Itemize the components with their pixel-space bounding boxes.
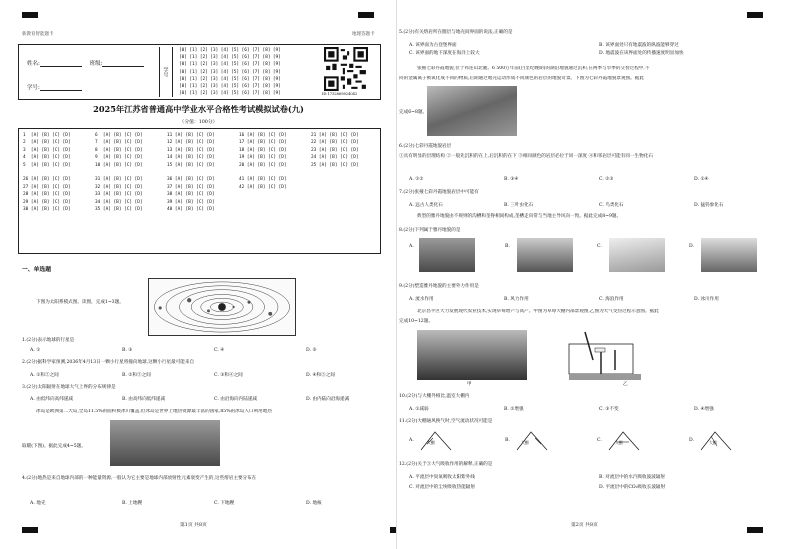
option-c[interactable]: C. 海浪作用 <box>599 297 624 302</box>
question-9: 9.(2分)塑造雅丹地貌的主要外力作用是 <box>399 284 479 289</box>
header-left: 新教育智能题卡 <box>22 32 54 37</box>
greenhouse-intro: 北京昌平区大力发展现代农业技术,实现草莓增产与高产。甲图为草莓大棚内部景观图,乙图为大气受热过程示意图。据此 <box>417 309 659 314</box>
option-d[interactable]: D. 平流层中的CO₂吸收长波辐射 <box>599 485 666 490</box>
intro-q1: 下图为太阳系模式图。读图，完成1~3题。 <box>36 300 124 305</box>
option-c[interactable]: C. ②③ <box>599 177 614 182</box>
danxia-intro-cont: 同的金属离子被氧化成不同的物质,后期通过地壳运动形成不同颜色的岩层的地貌奇景。下图为七彩丹霞地貌景观图。据此 <box>399 76 644 81</box>
question-2: 2.(2分)据科学家预测,2036年4月13日一颗小行星将撞向地球,这颗小行星最可能来自 <box>22 360 195 365</box>
option-d[interactable]: D. 冰川作用 <box>694 297 719 302</box>
option-d[interactable]: D. 由内陆向沿海递减 <box>306 397 350 402</box>
option-d[interactable]: D. ⑤ <box>306 348 317 353</box>
answer-column[interactable]: 1 [A] [B] [C] [D] 2 [A] [B] [C] [D] 3 [A] [B] [C] [D] 4 [A] [B] [C] [D] 5 [A] [B] [C] [D] 26 [A] [B] [C] [D] 27 [A] [B] [C] [D] 28 [A] [B] [C] [D] 29 [A] [B] [C] [D] 30 [A] [B] [C] [D] <box>23 133 71 213</box>
alignment-marker <box>747 527 763 533</box>
yardang-photo-b <box>517 238 573 272</box>
option-d[interactable]: D. ④和⑤之间 <box>306 373 335 378</box>
section-heading: 一、单选题 <box>22 267 51 273</box>
option-b[interactable]: B. 对流层中的水汽吸收波波辐射 <box>599 475 666 480</box>
question-8: 8.(2分)下列属于雅丹地貌的是 <box>399 228 461 233</box>
alignment-marker <box>22 527 38 533</box>
question-7: 7.(2分)张掖七彩丹霞地貌岩层中可能有 <box>399 190 479 195</box>
q7-options <box>409 202 774 208</box>
option-c[interactable]: C. <box>597 244 602 249</box>
geothermal-photo <box>110 420 220 466</box>
option-d[interactable]: D. 地核 <box>306 501 322 506</box>
qr-code-icon <box>324 47 368 91</box>
answer-column[interactable]: 21 [A] [B] [C] [D] 22 [A] [B] [C] [D] 23 [A] [B] [C] [D] 24 [A] [B] [C] [D] 25 [A] [B] [C] [D] <box>311 133 359 168</box>
greenhouse-label: 大棚 <box>709 440 717 445</box>
greenhouse-intro-cont: 完成10~12题。 <box>399 319 433 324</box>
q1-options <box>30 348 376 353</box>
greenhouse-label: 大棚 <box>615 440 623 445</box>
yardang-photo-a <box>419 238 475 272</box>
greenhouse-label: 大棚 <box>521 440 529 445</box>
answer-column[interactable]: 6 [A] [B] [C] [D] 7 [A] [B] [C] [D] 8 [A] [B] [C] [D] 9 [A] [B] [C] [D] 10 [A] [B] [C] [D] 31 [A] [B] [C] [D] 32 [A] [B] [C] [D] 33 [A] [B] [C] [D] 34 [A] [B] [C] [D] 35 [A] [B] [C] [D] <box>95 133 143 213</box>
option-d[interactable]: D. <box>689 438 694 443</box>
question-6: 6.(2分)七彩丹霞地貌岩层 <box>399 144 452 149</box>
option-b[interactable]: B. ③④ <box>504 177 519 182</box>
greenhouse-label: 大棚 <box>427 440 435 445</box>
option-a[interactable]: A. <box>409 244 414 249</box>
q9-options <box>409 296 774 302</box>
header-right: 地理答题卡 <box>352 32 375 37</box>
question-10: 10.(2分)与大棚外相比,温室大棚内 <box>399 394 470 399</box>
option-c[interactable]: C. 对流层中的尘埃吸收热能辐射 <box>409 485 475 490</box>
option-c[interactable]: C. 由沿海向内陆递减 <box>214 397 258 402</box>
option-a[interactable]: A. ①② <box>409 177 424 182</box>
iceland-intro: 冰岛是欧洲第二大岛,全岛11.5%的面积被冰川覆盖,但冰岛是世界上地热资源最丰富的国家,85%的冰岛人口利用地热 <box>36 409 272 414</box>
airflow-diagram-a <box>419 430 453 452</box>
option-c[interactable]: C. 鸟类化石 <box>599 203 624 208</box>
question-1: 1.(2分)表示地球的行星是 <box>22 338 75 343</box>
q6-items: ①具有明显的层理结构 ②一般先沉积的在上,后沉积的在下 ③相同颜色的岩层必位于同一深度 ④和邻岩层可能有同一生物化石 <box>399 154 653 159</box>
alignment-marker <box>22 12 38 18</box>
option-d[interactable]: D. <box>689 244 694 249</box>
figure-yi-label: 乙 <box>623 382 628 387</box>
solar-system-diagram <box>148 278 296 336</box>
option-d[interactable]: D. ①④ <box>694 177 709 182</box>
answer-sheet-grid[interactable] <box>18 128 381 254</box>
id-field[interactable]: 学号: <box>27 83 82 91</box>
option-a[interactable]: A. ①减弱 <box>409 407 429 412</box>
option-d[interactable]: D. ④增强 <box>694 407 714 412</box>
xuehao-label: 学号 <box>159 47 173 97</box>
option-b[interactable]: B. 三叶虫化石 <box>504 203 534 208</box>
option-b[interactable]: B. 风力作用 <box>504 297 529 302</box>
option-d[interactable]: D. 猛犸象化石 <box>694 203 724 208</box>
yardang-photo-d <box>701 238 757 272</box>
airflow-diagram-c <box>607 430 641 452</box>
option-b[interactable]: B. ②和③之间 <box>122 373 151 378</box>
option-a[interactable]: A. 平流层中臭氧吸收太阳紫外线 <box>409 475 475 480</box>
question-5: 5.(2分)有关熔岩所在圈层与地壳间界面的说法,正确的是 <box>399 30 513 35</box>
option-a[interactable]: A. 由低纬向高纬递减 <box>30 397 73 402</box>
option-b[interactable]: B. <box>505 244 510 249</box>
option-d[interactable]: D. 地震波在该界面处的传播速度明显加快 <box>599 51 684 56</box>
q10-options <box>409 406 774 412</box>
q12-options <box>409 474 789 490</box>
q2-options <box>30 372 376 378</box>
option-c[interactable]: C. <box>597 438 602 443</box>
page-number: 第2页 共8页 <box>571 523 598 528</box>
exam-title: 2025年江苏省普通高中学业水平合格性考试模拟试卷(九) <box>93 104 304 114</box>
q5-options <box>409 42 789 56</box>
alignment-marker <box>390 527 396 533</box>
alignment-marker <box>358 12 374 18</box>
danxia-photo <box>427 86 517 136</box>
id-digit-grid[interactable]: [0] [1] [2] [3] [4] [5] [6] [7] [8] [9] [0] [1] [2] [3] [4] [5] [6] [7] [8] [9] [0] [1] [2] [3] [4] [5] [6] [7] [8] [9] [0] [1] [2] [3] [4] [5] [6] [7] [8] [9] [0] [1] [2] [3] [4] [5] [6] [7] [8] [9] [0] [1] [2] [3] [4] [5] [6] [7] [8] [9] [0] [1] [2] [3] [4] [5] [6] [7] [8] [9] <box>179 48 281 97</box>
option-a[interactable]: A. 地壳 <box>30 501 46 506</box>
danxia-intro: 张掖七彩丹霞地貌,位于祁连山北麓。6 500万年前(白垩纪晚期)的湖泊地貌通过沉积,在两季与旱季的交替过程中,不 <box>417 66 650 71</box>
option-b[interactable]: B. ③ <box>122 348 133 353</box>
option-a[interactable]: A. ① <box>30 348 41 353</box>
q6-options <box>409 177 774 182</box>
page-2 <box>397 0 794 549</box>
figure-jia-label: 甲 <box>467 382 472 387</box>
question-12: 12.(2分)关于⑤大气吸收作用的解释,正确的是 <box>399 462 493 467</box>
option-a[interactable]: A. ①和②之间 <box>30 373 59 378</box>
danxia-intro-end: 完成6~8题。 <box>399 110 428 115</box>
option-b[interactable]: B. <box>505 438 510 443</box>
question-11: 11.(2分)大棚通风换气时,空气流动状况可能是 <box>399 419 493 424</box>
option-b[interactable]: B. 由高纬向低纬递减 <box>122 397 166 402</box>
option-b[interactable]: B. 该界面处只有地震波的纵波能够穿过 <box>599 43 679 48</box>
option-a[interactable]: A. <box>409 438 414 443</box>
yardang-intro: 典型的雅丹地貌由不规则的沟槽和垄脊相间构成,垄槽走向常与当地主导风向一致。据此完成8~9题。 <box>417 214 622 219</box>
iceland-intro-cont: 取暖(下图)。据此完成4~5题。 <box>22 444 86 449</box>
name-field[interactable]: 姓名: 班级: <box>27 59 144 67</box>
exam-score: （分值：100分） <box>179 120 218 125</box>
alignment-marker <box>747 12 763 18</box>
qr-id: ID:1732869824042 <box>322 92 358 96</box>
page-number: 第1页 共8页 <box>180 523 207 528</box>
answer-column[interactable]: 16 [A] [B] [C] [D] 17 [A] [B] [C] [D] 18 [A] [B] [C] [D] 19 [A] [B] [C] [D] 20 [A] [B] [C] [D] 41 [A] [B] [C] [D] 42 [A] [B] [C] [D] <box>239 133 287 190</box>
option-b[interactable]: B. 上地幔 <box>122 501 143 506</box>
q4-options <box>30 500 376 506</box>
question-3: 3.(2分)太阳辐射在地球大气上界的分布规律是 <box>22 385 116 390</box>
greenhouse-photo <box>417 330 527 380</box>
option-c[interactable]: C. 该界面的地下深度在海洋上较大 <box>409 51 480 56</box>
question-4: 4.(2分)地热是来自地球内部的一种能量资源,一般认为它主要是地球内部放射性元素衰变产生的,这些熔岩主要分布在 <box>22 476 257 481</box>
option-c[interactable]: C. ③不变 <box>599 407 619 412</box>
option-a[interactable]: A. 远古人类化石 <box>409 203 443 208</box>
option-a[interactable]: A. 流水作用 <box>409 297 434 302</box>
option-c[interactable]: C. 下地幔 <box>214 501 235 506</box>
q3-options <box>30 396 376 402</box>
option-a[interactable]: A. 该界面为古登堡界面 <box>409 43 457 48</box>
yardang-photo-c <box>609 238 665 272</box>
option-c[interactable]: C. ④ <box>214 348 225 353</box>
student-info-box <box>18 44 381 100</box>
option-b[interactable]: B. ②增强 <box>504 407 524 412</box>
heating-process-diagram <box>565 330 645 382</box>
option-c[interactable]: C. ③和④之间 <box>214 373 243 378</box>
answer-column[interactable]: 11 [A] [B] [C] [D] 12 [A] [B] [C] [D] 13 [A] [B] [C] [D] 14 [A] [B] [C] [D] 15 [A] [B] [C] [D] 36 [A] [B] [C] [D] 37 [A] [B] [C] [D] 38 [A] [B] [C] [D] 39 [A] [B] [C] [D] 40 [A] [B] [C] [D] <box>167 133 215 213</box>
